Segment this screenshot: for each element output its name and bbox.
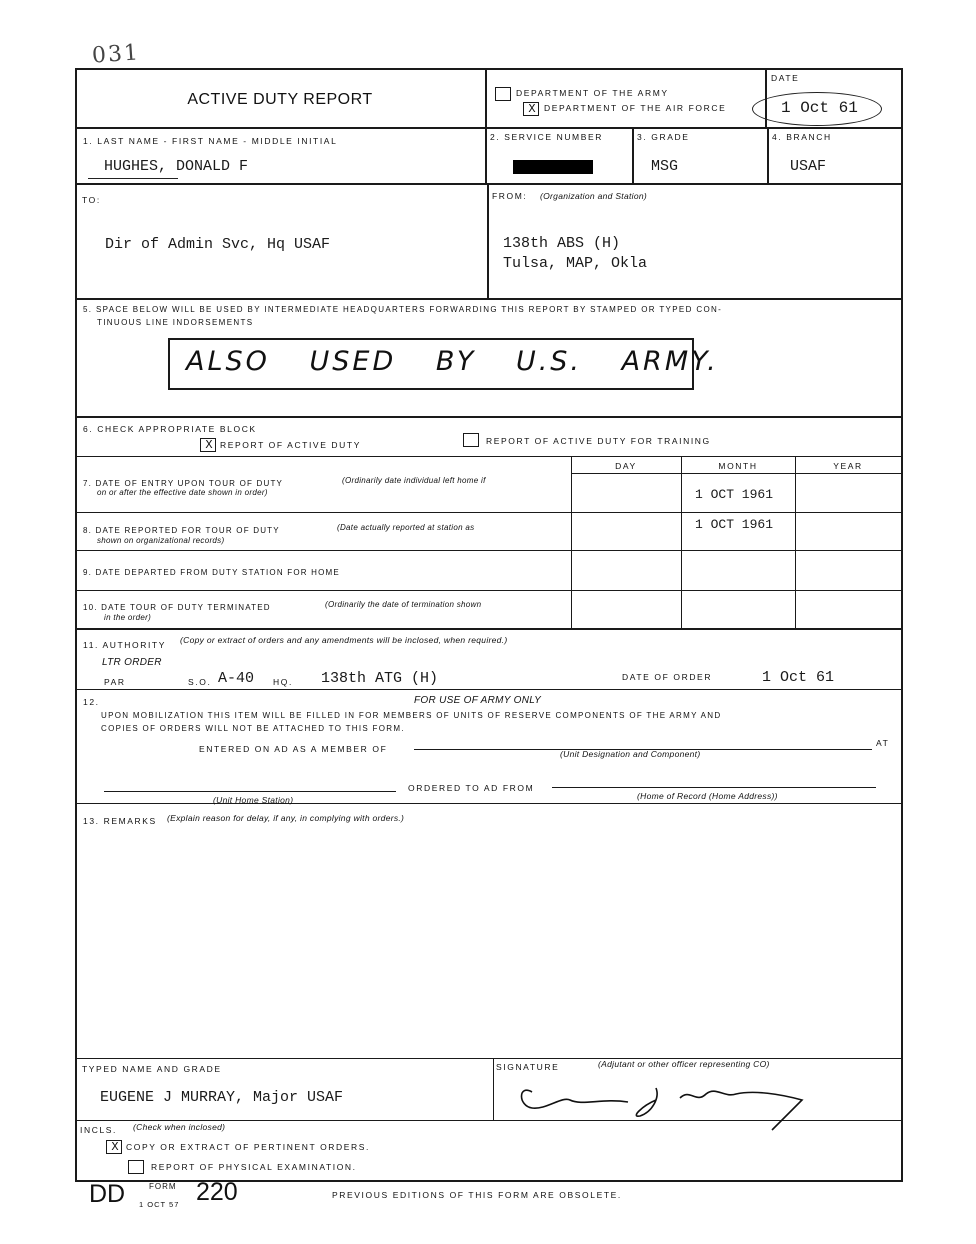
entry-date-label: 7. DATE OF ENTRY UPON TOUR OF DUTY: [83, 479, 284, 488]
dept-army-label: DEPARTMENT OF THE ARMY: [516, 88, 669, 98]
entry-date-note-1: (Ordinarily date individual left home if: [342, 476, 486, 485]
dept-army-checkbox[interactable]: [495, 87, 511, 101]
ordered-ad-label: ORDERED TO AD FROM: [408, 783, 535, 793]
ltr-order-label: LTR ORDER: [102, 657, 162, 668]
authority-label: 11. AUTHORITY: [83, 640, 166, 650]
day-header: DAY: [615, 461, 637, 471]
dept-af-check-mark: X: [528, 102, 536, 116]
copy-orders-label: COPY OR EXTRACT OF PERTINENT ORDERS.: [126, 1142, 371, 1152]
physical-exam-label: REPORT OF PHYSICAL EXAMINATION.: [151, 1162, 357, 1172]
entered-ad-label: ENTERED ON AD AS A MEMBER OF: [199, 744, 388, 754]
army-only-header: FOR USE OF ARMY ONLY: [414, 695, 542, 706]
from-line-2: Tulsa, MAP, Okla: [503, 255, 648, 272]
form-title: ACTIVE DUTY REPORT: [187, 91, 373, 108]
section12-text-2: COPIES OF ORDERS WILL NOT BE ATTACHED TO THIS FORM.: [101, 724, 405, 733]
authority-note: (Copy or extract of orders and any amendments will be inclosed, when required.): [180, 635, 508, 645]
signature-label: SIGNATURE: [496, 1062, 560, 1072]
reported-date-note-1: (Date actually reported at station as: [337, 523, 475, 532]
grade-label: 3. GRADE: [637, 132, 690, 142]
remarks-label: 13. REMARKS: [83, 816, 157, 826]
reported-date-label: 8. DATE REPORTED FOR TOUR OF DUTY: [83, 526, 280, 535]
form-word: FORM: [149, 1182, 177, 1191]
section6-label: 6. CHECK APPROPRIATE BLOCK: [83, 424, 257, 434]
reported-date-month: 1 OCT 1961: [695, 517, 774, 532]
active-duty-check-mark: X: [205, 438, 213, 452]
hq-label: HQ.: [273, 677, 293, 687]
obsolete-notice: PREVIOUS EDITIONS OF THIS FORM ARE OBSOLETE.: [332, 1190, 622, 1200]
copy-orders-check-mark: X: [111, 1140, 119, 1154]
grade-value: MSG: [651, 158, 679, 175]
entry-date-month: 1 OCT 1961: [695, 487, 774, 502]
training-duty-label: REPORT OF ACTIVE DUTY FOR TRAINING: [486, 436, 711, 446]
par-label: PAR: [104, 677, 126, 687]
to-label: TO:: [82, 195, 101, 205]
active-duty-label: REPORT OF ACTIVE DUTY: [220, 440, 361, 450]
entry-date-note-2: on or after the effective date shown in order): [97, 488, 268, 497]
typed-name-value: EUGENE J MURRAY, Major USAF: [100, 1089, 344, 1106]
section5-label-1: 5. SPACE BELOW WILL BE USED BY INTERMEDIATE HEADQUARTERS FORWARDING THIS REPORT BY STAMPED OR TYPED CON-: [83, 305, 723, 314]
form-number: 220: [196, 1178, 238, 1206]
section12-text-1: UPON MOBILIZATION THIS ITEM WILL BE FILLED IN FOR MEMBERS OF UNITS OF RESERVE COMPONENTS OF THE ARMY AND: [101, 711, 722, 720]
home-record-caption: (Home of Record (Home Address)): [637, 791, 778, 801]
from-line-1: 138th ABS (H): [503, 235, 621, 252]
hq-value: 138th ATG (H): [321, 670, 439, 687]
so-value: A-40: [218, 670, 255, 687]
signature-note: (Adjutant or other officer representing CO): [598, 1059, 770, 1069]
incls-label: INCLS.: [80, 1125, 117, 1135]
date-value: 1 Oct 61: [781, 99, 858, 117]
name-underline-mark: [88, 178, 178, 179]
stamp-text: ALSO USED BY U.S. ARMY.: [186, 346, 719, 377]
physical-exam-checkbox[interactable]: [128, 1160, 144, 1174]
terminated-date-note-1: (Ordinarily the date of termination shown: [325, 600, 482, 609]
remarks-note: (Explain reason for delay, if any, in complying with orders.): [167, 813, 405, 823]
date-of-order-value: 1 Oct 61: [762, 669, 835, 686]
unit-home-station-caption: (Unit Home Station): [213, 795, 294, 805]
service-number-label: 2. SERVICE NUMBER: [490, 132, 604, 142]
dept-af-label: DEPARTMENT OF THE AIR FORCE: [544, 103, 727, 113]
terminated-date-note-2: in the order): [104, 613, 152, 622]
departed-date-label: 9. DATE DEPARTED FROM DUTY STATION FOR HOME: [83, 568, 340, 577]
so-label: S.O.: [188, 677, 212, 687]
service-number-redaction: [513, 160, 593, 174]
to-value: Dir of Admin Svc, Hq USAF: [105, 236, 331, 253]
home-record-line: [552, 787, 876, 788]
training-duty-checkbox[interactable]: [463, 433, 479, 447]
form-dd-mark: DD: [89, 1180, 126, 1208]
reported-date-note-2: shown on organizational records): [97, 536, 225, 545]
year-header: YEAR: [833, 461, 863, 471]
branch-label: 4. BRANCH: [772, 132, 832, 142]
branch-value: USAF: [790, 158, 827, 175]
typed-name-label: TYPED NAME AND GRADE: [82, 1064, 222, 1074]
unit-home-station-line: [104, 791, 396, 792]
unit-designation-caption: (Unit Designation and Component): [560, 749, 701, 759]
corner-mark: 031: [91, 40, 141, 69]
at-label: AT: [876, 738, 890, 748]
section12-label: 12.: [83, 697, 100, 707]
from-note: (Organization and Station): [540, 191, 648, 201]
handwritten-signature: [510, 1070, 810, 1134]
name-value: HUGHES, DONALD F: [104, 158, 249, 175]
terminated-date-label: 10. DATE TOUR OF DUTY TERMINATED: [83, 603, 271, 612]
form-date: 1 OCT 57: [139, 1200, 180, 1209]
name-label: 1. LAST NAME - FIRST NAME - MIDDLE INITIAL: [83, 136, 338, 146]
from-label: FROM:: [492, 191, 528, 201]
section5-label-2: TINUOUS LINE INDORSEMENTS: [97, 318, 254, 327]
month-header: MONTH: [718, 461, 758, 471]
incls-note: (Check when inclosed): [133, 1122, 226, 1132]
date-label: DATE: [771, 73, 800, 83]
date-of-order-label: DATE OF ORDER: [622, 672, 713, 682]
